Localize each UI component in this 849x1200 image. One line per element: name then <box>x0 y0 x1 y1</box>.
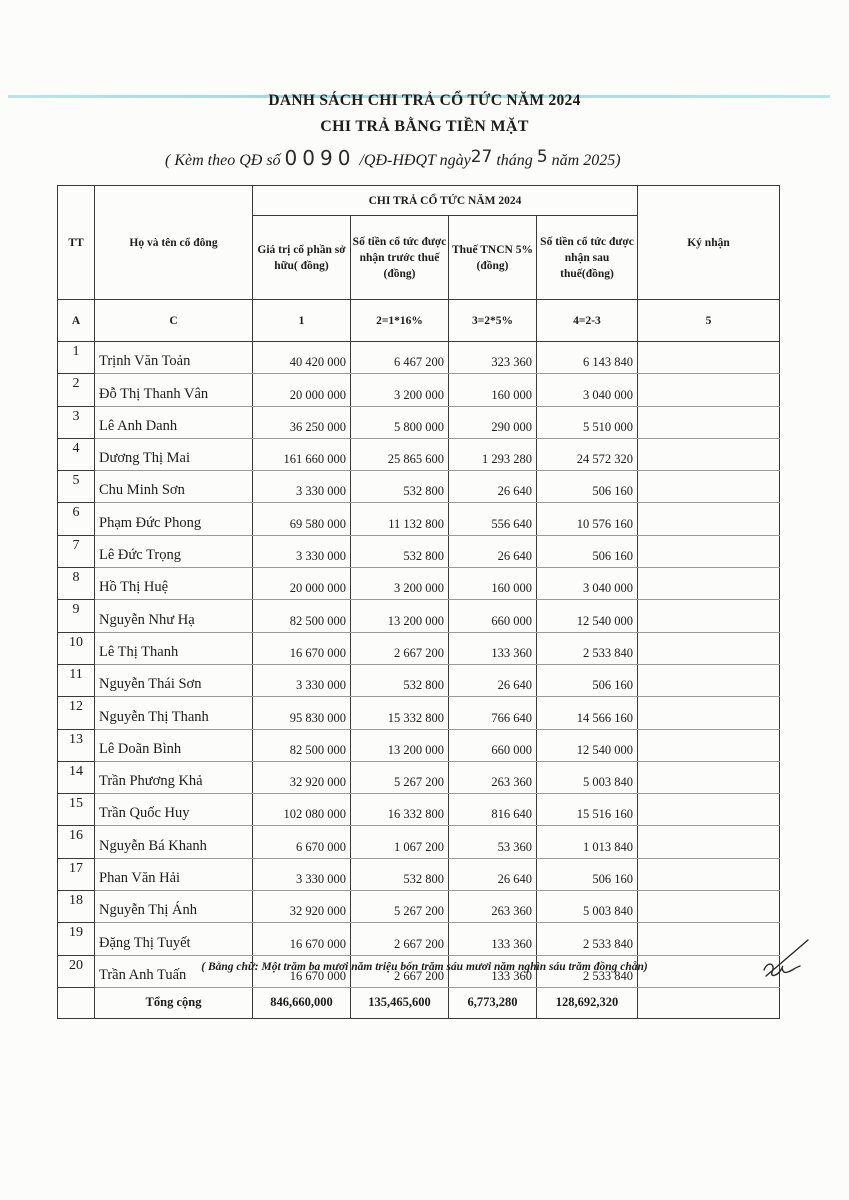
signature-cell <box>638 438 780 470</box>
dividend-pretax: 3 200 000 <box>351 568 449 600</box>
shareholder-name: Nguyễn Bá Khanh <box>95 826 253 858</box>
row-index: 20 <box>58 955 95 987</box>
signature-cell <box>638 632 780 664</box>
decision-month-label: tháng <box>496 152 533 169</box>
shareholder-name: Trần Anh Tuấn <box>95 955 253 987</box>
row-index: 12 <box>58 697 95 729</box>
table-row <box>58 568 780 600</box>
total-label: Tổng cộng <box>95 987 253 1018</box>
decision-month-handwritten: 5 <box>536 147 548 167</box>
dividend-pretax: 15 332 800 <box>351 697 449 729</box>
tax-amount: 133 360 <box>449 955 537 987</box>
row-index: 6 <box>58 503 95 535</box>
tax-amount: 26 640 <box>449 535 537 567</box>
dividend-aftertax: 12 540 000 <box>537 729 638 761</box>
table-row <box>58 342 780 374</box>
tax-amount: 660 000 <box>449 729 537 761</box>
signature-cell <box>638 729 780 761</box>
index-cell: C <box>95 300 253 342</box>
row-index: 17 <box>58 858 95 890</box>
row-index: 14 <box>58 761 95 793</box>
table-row <box>58 503 780 535</box>
row-index: 7 <box>58 535 95 567</box>
dividend-aftertax: 5 510 000 <box>537 406 638 438</box>
dividend-aftertax: 506 160 <box>537 535 638 567</box>
dividend-aftertax: 12 540 000 <box>537 600 638 632</box>
share-value: 3 330 000 <box>253 535 351 567</box>
dividend-pretax: 2 667 200 <box>351 923 449 955</box>
dividend-pretax: 532 800 <box>351 664 449 696</box>
table-row <box>58 729 780 761</box>
dividend-aftertax: 6 143 840 <box>537 342 638 374</box>
signature-cell <box>638 697 780 729</box>
tax-amount: 263 360 <box>449 891 537 923</box>
col-header-sign: Ký nhận <box>638 186 780 300</box>
signature-cell <box>638 664 780 696</box>
tax-amount: 556 640 <box>449 503 537 535</box>
shareholder-name: Nguyễn Như Hạ <box>95 600 253 632</box>
share-value: 16 670 000 <box>253 632 351 664</box>
table-body <box>58 342 780 988</box>
table-row <box>58 535 780 567</box>
tax-amount: 160 000 <box>449 568 537 600</box>
col-header-tax: Thuế TNCN 5%(đồng) <box>449 216 537 300</box>
signature-cell <box>638 600 780 632</box>
row-index: 11 <box>58 664 95 696</box>
signature-cell <box>638 826 780 858</box>
signature-cell <box>638 858 780 890</box>
col-header-group: CHI TRẢ CỔ TỨC NĂM 2024 <box>253 186 638 216</box>
shareholder-name: Trần Quốc Huy <box>95 794 253 826</box>
shareholder-name: Dương Thị Mai <box>95 438 253 470</box>
share-value: 6 670 000 <box>253 826 351 858</box>
signature-cell <box>638 535 780 567</box>
shareholder-name: Lê Thị Thanh <box>95 632 253 664</box>
row-index: 18 <box>58 891 95 923</box>
amount-in-words: ( Bằng chữ: Một trăm ba mươi năm triệu bốn trăm sáu mươi năm nghìn sáu trăm đồng chẵn) <box>201 961 648 973</box>
share-value: 20 000 000 <box>253 568 351 600</box>
table-row <box>58 406 780 438</box>
signature-cell <box>638 568 780 600</box>
dividend-pretax: 532 800 <box>351 535 449 567</box>
dividend-pretax: 25 865 600 <box>351 438 449 470</box>
shareholder-name: Nguyễn Thị Thanh <box>95 697 253 729</box>
dividend-pretax: 11 132 800 <box>351 503 449 535</box>
dividend-aftertax: 2 533 840 <box>537 632 638 664</box>
row-index: 3 <box>58 406 95 438</box>
col-header-value: Giá trị cổ phần sở hữu( đồng) <box>253 216 351 300</box>
share-value: 3 330 000 <box>253 471 351 503</box>
col-header-aftertax: Số tiền cổ tức được nhận sau thuế(đồng) <box>537 216 638 300</box>
tax-amount: 816 640 <box>449 794 537 826</box>
table-row <box>58 826 780 858</box>
index-cell: 2=1*16% <box>351 300 449 342</box>
decision-prefix: ( Kèm theo QĐ số <box>165 152 281 169</box>
share-value: 3 330 000 <box>253 858 351 890</box>
share-value: 82 500 000 <box>253 729 351 761</box>
dividend-aftertax: 506 160 <box>537 858 638 890</box>
tax-amount: 660 000 <box>449 600 537 632</box>
table-row <box>58 438 780 470</box>
share-value: 32 920 000 <box>253 761 351 793</box>
signature-cell <box>638 471 780 503</box>
table-row <box>58 374 780 406</box>
row-index: 9 <box>58 600 95 632</box>
total-aftertax: 128,692,320 <box>537 987 638 1018</box>
document-title: DANH SÁCH CHI TRẢ CỔ TỨC NĂM 2024 <box>268 92 581 109</box>
shareholder-name: Chu Minh Sơn <box>95 471 253 503</box>
share-value: 40 420 000 <box>253 342 351 374</box>
shareholder-name: Trịnh Văn Toản <box>95 342 253 374</box>
shareholder-name: Lê Doãn Bình <box>95 729 253 761</box>
total-tax: 6,773,280 <box>449 987 537 1018</box>
row-index: 16 <box>58 826 95 858</box>
col-header-name: Họ và tên cổ đông <box>95 186 253 300</box>
tax-amount: 290 000 <box>449 406 537 438</box>
table-row <box>58 471 780 503</box>
row-index: 13 <box>58 729 95 761</box>
signature-cell <box>638 342 780 374</box>
shareholder-name: Đỗ Thị Thanh Vân <box>95 374 253 406</box>
table-row <box>58 891 780 923</box>
total-sign-cell <box>638 987 780 1018</box>
dividend-pretax: 13 200 000 <box>351 729 449 761</box>
tax-amount: 160 000 <box>449 374 537 406</box>
row-index: 4 <box>58 438 95 470</box>
total-tt-cell <box>58 987 95 1018</box>
index-row <box>58 300 780 342</box>
col-header-pretax: Số tiền cổ tức được nhận trước thuế (đồng) <box>351 216 449 300</box>
share-value: 3 330 000 <box>253 664 351 696</box>
share-value: 36 250 000 <box>253 406 351 438</box>
tax-amount: 133 360 <box>449 632 537 664</box>
share-value: 32 920 000 <box>253 891 351 923</box>
decision-middle: /QĐ-HĐQT ngày <box>359 152 471 169</box>
row-index: 8 <box>58 568 95 600</box>
shareholder-name: Nguyễn Thái Sơn <box>95 664 253 696</box>
share-value: 16 670 000 <box>253 955 351 987</box>
row-index: 5 <box>58 471 95 503</box>
total-row <box>58 987 780 1018</box>
shareholder-name: Trần Phương Khả <box>95 761 253 793</box>
dividend-aftertax: 3 040 000 <box>537 568 638 600</box>
signature-cell <box>638 891 780 923</box>
table-row <box>58 664 780 696</box>
initial-signature <box>758 938 818 982</box>
tax-amount: 323 360 <box>449 342 537 374</box>
dividend-aftertax: 2 533 840 <box>537 923 638 955</box>
decision-number-handwritten: 0090 <box>284 146 356 170</box>
dividend-aftertax: 5 003 840 <box>537 761 638 793</box>
decision-day-handwritten: 27 <box>470 147 493 167</box>
table-row <box>58 697 780 729</box>
share-value: 95 830 000 <box>253 697 351 729</box>
tax-amount: 26 640 <box>449 858 537 890</box>
decision-reference <box>165 146 621 170</box>
tax-amount: 53 360 <box>449 826 537 858</box>
signature-cell <box>638 794 780 826</box>
index-cell: 3=2*5% <box>449 300 537 342</box>
dividend-pretax: 5 267 200 <box>351 891 449 923</box>
share-value: 20 000 000 <box>253 374 351 406</box>
dividend-aftertax: 506 160 <box>537 664 638 696</box>
dividend-pretax: 3 200 000 <box>351 374 449 406</box>
dividend-pretax: 2 667 200 <box>351 632 449 664</box>
shareholder-name: Đặng Thị Tuyết <box>95 923 253 955</box>
signature-cell <box>638 503 780 535</box>
index-cell: A <box>58 300 95 342</box>
shareholder-name: Lê Đức Trọng <box>95 535 253 567</box>
dividend-table <box>57 185 780 1019</box>
row-index: 1 <box>58 342 95 374</box>
dividend-pretax: 5 267 200 <box>351 761 449 793</box>
dividend-pretax: 532 800 <box>351 471 449 503</box>
share-value: 102 080 000 <box>253 794 351 826</box>
table-row <box>58 858 780 890</box>
dividend-aftertax: 10 576 160 <box>537 503 638 535</box>
table-row <box>58 923 780 955</box>
table-row <box>58 600 780 632</box>
tax-amount: 1 293 280 <box>449 438 537 470</box>
tax-amount: 26 640 <box>449 664 537 696</box>
dividend-pretax: 5 800 000 <box>351 406 449 438</box>
shareholder-name: Phan Văn Hải <box>95 858 253 890</box>
row-index: 15 <box>58 794 95 826</box>
share-value: 69 580 000 <box>253 503 351 535</box>
dividend-pretax: 532 800 <box>351 858 449 890</box>
dividend-pretax: 13 200 000 <box>351 600 449 632</box>
shareholder-name: Lê Anh Danh <box>95 406 253 438</box>
dividend-aftertax: 15 516 160 <box>537 794 638 826</box>
decision-suffix: năm 2025) <box>551 152 621 169</box>
dividend-pretax: 2 667 200 <box>351 955 449 987</box>
index-cell: 4=2-3 <box>537 300 638 342</box>
signature-cell <box>638 406 780 438</box>
tax-amount: 26 640 <box>449 471 537 503</box>
total-pretax: 135,465,600 <box>351 987 449 1018</box>
shareholder-name: Phạm Đức Phong <box>95 503 253 535</box>
dividend-pretax: 1 067 200 <box>351 826 449 858</box>
dividend-aftertax: 506 160 <box>537 471 638 503</box>
dividend-aftertax: 24 572 320 <box>537 438 638 470</box>
tax-amount: 766 640 <box>449 697 537 729</box>
index-cell: 5 <box>638 300 780 342</box>
tax-amount: 133 360 <box>449 923 537 955</box>
dividend-aftertax: 14 566 160 <box>537 697 638 729</box>
tax-amount: 263 360 <box>449 761 537 793</box>
share-value: 16 670 000 <box>253 923 351 955</box>
table-row <box>58 761 780 793</box>
signature-cell <box>638 761 780 793</box>
dividend-pretax: 16 332 800 <box>351 794 449 826</box>
signature-cell <box>638 374 780 406</box>
dividend-pretax: 6 467 200 <box>351 342 449 374</box>
row-index: 10 <box>58 632 95 664</box>
share-value: 82 500 000 <box>253 600 351 632</box>
table-row <box>58 794 780 826</box>
share-value: 161 660 000 <box>253 438 351 470</box>
total-value: 846,660,000 <box>253 987 351 1018</box>
index-cell: 1 <box>253 300 351 342</box>
row-index: 2 <box>58 374 95 406</box>
table-row <box>58 632 780 664</box>
document-subtitle: CHI TRẢ BẰNG TIỀN MẶT <box>320 118 529 135</box>
dividend-aftertax: 3 040 000 <box>537 374 638 406</box>
shareholder-name: Nguyễn Thị Ánh <box>95 891 253 923</box>
dividend-aftertax: 1 013 840 <box>537 826 638 858</box>
row-index: 19 <box>58 923 95 955</box>
col-header-tt: TT <box>58 186 95 300</box>
dividend-aftertax: 5 003 840 <box>537 891 638 923</box>
shareholder-name: Hồ Thị Huệ <box>95 568 253 600</box>
dividend-aftertax: 2 533 840 <box>537 955 638 987</box>
